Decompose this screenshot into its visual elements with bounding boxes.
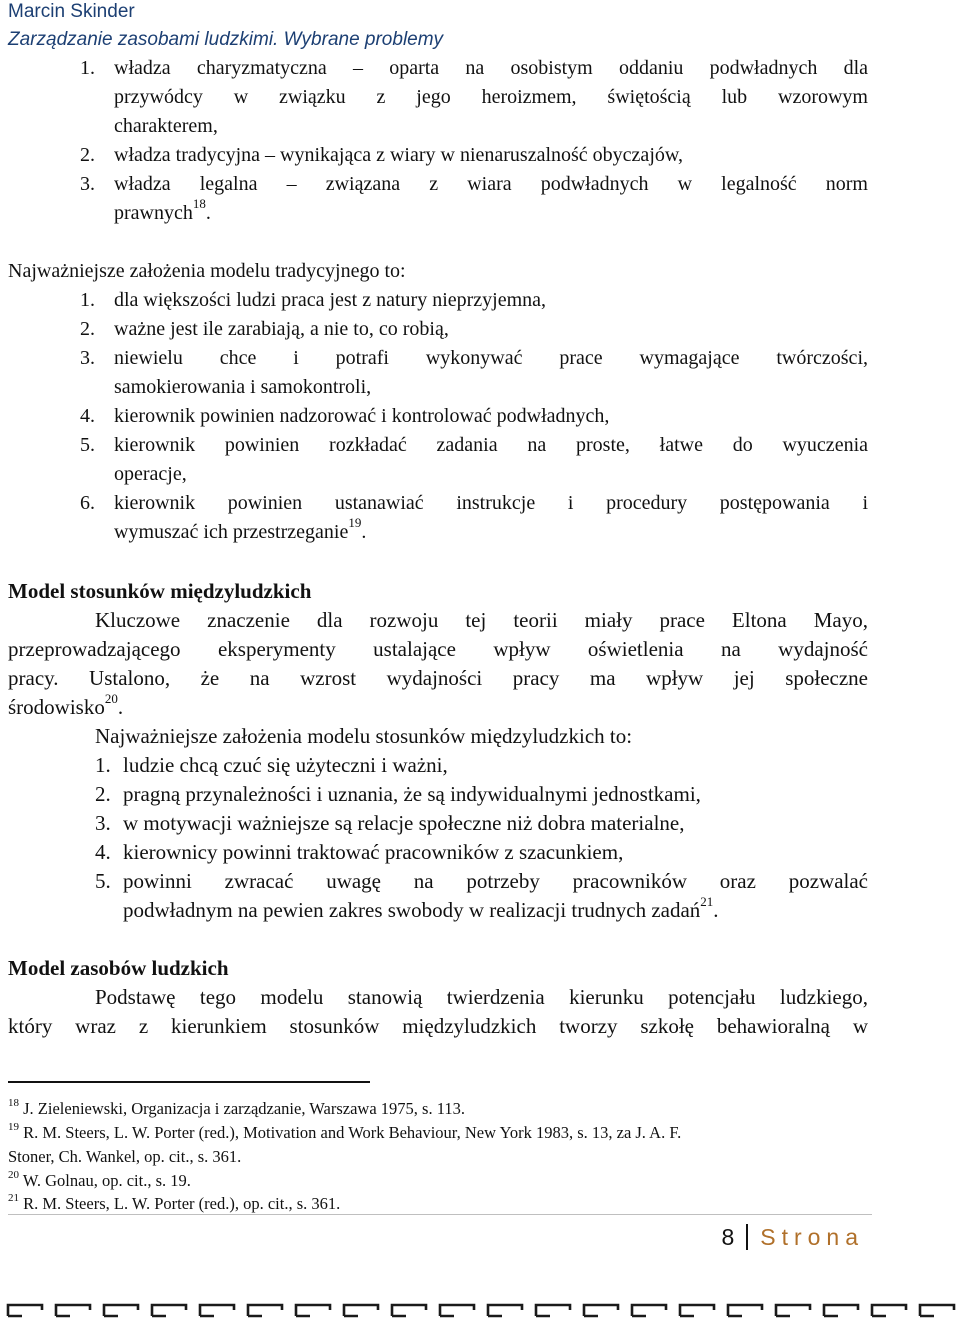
list-line: w motywacji ważniejsze są relacje społeczne niż dobra materialne, bbox=[123, 811, 685, 835]
paragraph-tail: . bbox=[117, 695, 124, 719]
list-number: 3. bbox=[80, 347, 95, 369]
footer-rule bbox=[8, 1214, 872, 1215]
border-segment bbox=[392, 1305, 426, 1316]
list-line: kierownik powinien nadzorować i kontrolować podwładnych, bbox=[114, 405, 610, 427]
list-line-tail: . bbox=[205, 202, 211, 224]
border-segment bbox=[104, 1305, 138, 1316]
list-line: kierownik powinien ustanawiać instrukcje i procedury postępowania i bbox=[114, 492, 868, 514]
list-line: samokierowania i samokontroli, bbox=[114, 376, 372, 398]
footnote-text: W. Golnau, op. cit., s. 19. bbox=[22, 1171, 191, 1190]
border-segment bbox=[872, 1305, 906, 1316]
border-segment bbox=[152, 1305, 186, 1316]
list-number: 4. bbox=[80, 405, 95, 427]
footnote-ref: 19 bbox=[348, 515, 362, 531]
footnote-text: R. M. Steers, L. W. Porter (red.), op. cit., s. 361. bbox=[23, 1194, 341, 1213]
border-segment bbox=[680, 1305, 714, 1316]
list-number: 1. bbox=[80, 57, 95, 79]
list-number: 1. bbox=[95, 753, 111, 777]
paragraph-line: który wraz z kierunkiem stosunków międzyludzkich tworzy szkołę behawioralną w bbox=[8, 1014, 868, 1038]
paragraph-text: środowisko bbox=[8, 695, 105, 719]
border-segment bbox=[728, 1305, 762, 1316]
list-line-tail: . bbox=[361, 521, 367, 543]
paragraph-line: Kluczowe znaczenie dla rozwoju tej teorii miały prace Eltona Mayo, bbox=[95, 608, 868, 632]
list-line: władza charyzmatyczna – oparta na osobistym oddaniu podwładnych dla bbox=[114, 57, 868, 79]
paragraph-line: pracy. Ustalono, że na wzrost wydajności pracy ma wpływ jej społeczne bbox=[8, 666, 868, 690]
list-line: pragną przynależności i uznania, że są indywidualnymi jednostkami, bbox=[123, 782, 701, 806]
border-segment bbox=[824, 1305, 858, 1316]
footnote-continuation: Stoner, Ch. Wankel, op. cit., s. 361. bbox=[8, 1147, 242, 1166]
border-segment bbox=[56, 1305, 90, 1316]
paragraph-line: przeprowadzającego eksperymenty ustalające wpływ oświetlenia na wydajność bbox=[8, 637, 868, 661]
footnote-ref: 18 bbox=[192, 196, 206, 212]
list-line-last bbox=[123, 896, 868, 925]
section-heading-human-relations: Model stosunków międzyludzkich bbox=[8, 579, 312, 603]
border-segment bbox=[296, 1305, 330, 1316]
list-line: przywódcy w związku z jego heroizmem, świętością lub wzorowym bbox=[114, 86, 868, 108]
footnote-separator bbox=[8, 1081, 370, 1083]
list-line: powinni zwracać uwagę na potrzeby pracowników oraz pozwalać bbox=[123, 869, 868, 893]
list-number: 3. bbox=[95, 811, 111, 835]
list-number: 2. bbox=[95, 782, 111, 806]
list-line: kierownicy powinni traktować pracowników z szacunkiem, bbox=[123, 840, 624, 864]
header-title: Zarządzanie zasobami ludzkimi. Wybrane problemy bbox=[8, 29, 444, 50]
border-segment bbox=[248, 1305, 282, 1316]
footnote-number: 18 bbox=[8, 1096, 19, 1109]
list-line-tail: . bbox=[713, 898, 719, 922]
list-line-last bbox=[114, 196, 868, 228]
traditional-intro: Najważniejsze założenia modelu tradycyjnego to: bbox=[8, 260, 406, 282]
list-line: operacje, bbox=[114, 463, 187, 485]
section-heading-human-resources: Model zasobów ludzkich bbox=[8, 956, 229, 980]
human-relations-intro: Najważniejsze założenia modelu stosunków międzyludzkich to: bbox=[95, 724, 633, 748]
border-segment bbox=[488, 1305, 522, 1316]
paragraph-line: Podstawę tego modelu stanowią twierdzenia kierunku potencjału ludzkiego, bbox=[95, 985, 868, 1009]
footnote bbox=[8, 1192, 868, 1215]
page-number bbox=[721, 1222, 864, 1252]
footnote bbox=[8, 1121, 868, 1144]
list-line: charakterem, bbox=[114, 115, 218, 137]
list-number: 2. bbox=[80, 318, 95, 340]
border-segment bbox=[584, 1305, 618, 1316]
border-segment bbox=[632, 1305, 666, 1316]
list-line-text: podwładnym na pewien zakres swobody w realizacji trudnych zadań bbox=[123, 898, 701, 922]
page-number-value: 8 bbox=[721, 1224, 735, 1250]
footnote-text: J. Zieleniewski, Organizacja i zarządzanie, Warszawa 1975, s. 113. bbox=[23, 1099, 465, 1118]
border-segment bbox=[200, 1305, 234, 1316]
list-line-text: wymuszać ich przestrzeganie bbox=[114, 521, 349, 543]
list-line: ludzie chcą czuć się użyteczni i ważni, bbox=[123, 753, 448, 777]
border-segment bbox=[8, 1305, 42, 1316]
footnote-ref: 21 bbox=[700, 894, 714, 909]
header-author: Marcin Skinder bbox=[8, 1, 135, 22]
page-word: Strona bbox=[760, 1224, 864, 1250]
list-line: kierownik powinien rozkładać zadania na proste, łatwe do wyuczenia bbox=[114, 434, 868, 456]
list-line: dla większości ludzi praca jest z natury nieprzyjemna, bbox=[114, 289, 547, 311]
list-number: 6. bbox=[80, 492, 95, 514]
list-line: władza tradycyjna – wynikająca z wiary w nienaruszalność obyczajów, bbox=[114, 144, 684, 166]
page-number-separator bbox=[746, 1224, 748, 1250]
list-number: 3. bbox=[80, 173, 95, 195]
border-segment bbox=[440, 1305, 474, 1316]
border-segment bbox=[344, 1305, 378, 1316]
footnote bbox=[8, 1169, 868, 1192]
border-segment bbox=[536, 1305, 570, 1316]
footnote-number: 20 bbox=[8, 1168, 19, 1181]
list-number: 5. bbox=[95, 869, 111, 893]
paragraph-line-last bbox=[8, 693, 868, 722]
list-number: 4. bbox=[95, 840, 111, 864]
list-line: niewielu chce i potrafi wykonywać prace wymagające twórczości, bbox=[114, 347, 868, 369]
footnote-number: 21 bbox=[8, 1191, 19, 1204]
list-number: 2. bbox=[80, 144, 95, 166]
list-line: władza legalna – związana z wiara podwładnych w legalność norm bbox=[114, 173, 868, 195]
list-line-last bbox=[114, 515, 868, 547]
footnote-ref: 20 bbox=[104, 691, 118, 706]
list-number: 1. bbox=[80, 289, 95, 311]
border-segment bbox=[920, 1305, 954, 1316]
footnote-text: R. M. Steers, L. W. Porter (red.), Motivation and Work Behaviour, New York 1983, s. 13, za J. A. F. bbox=[23, 1123, 682, 1142]
list-number: 5. bbox=[80, 434, 95, 456]
list-line-text: prawnych bbox=[114, 202, 193, 224]
footnote-number: 19 bbox=[8, 1120, 19, 1133]
decorative-bottom-border bbox=[0, 1298, 960, 1322]
footnote bbox=[8, 1097, 868, 1120]
border-segment bbox=[776, 1305, 810, 1316]
list-line: ważne jest ile zarabiają, a nie to, co robią, bbox=[114, 318, 449, 340]
